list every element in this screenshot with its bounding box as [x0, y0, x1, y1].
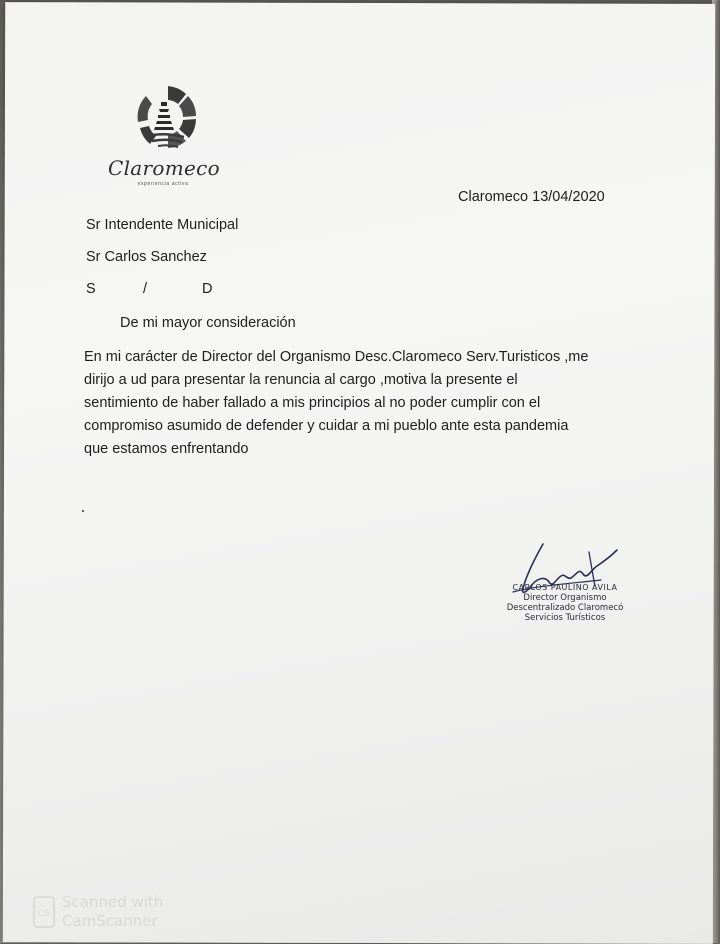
recipient-title: Sr Intendente Municipal [86, 217, 239, 233]
recipient-name: Sr Carlos Sanchez [86, 249, 207, 265]
logo-tagline: experiencia activa [137, 181, 189, 187]
body-line: dirijo a ud para presentar la renuncia al cargo ,motiva la presente el [84, 372, 518, 388]
su-despacho-slash: / [143, 281, 148, 297]
svg-text:CS: CS [38, 909, 50, 919]
greeting: De mi mayor consideración [120, 315, 296, 331]
su-despacho-s: S [86, 281, 96, 297]
stray-dot [82, 510, 84, 512]
watermark-line: CamScanner [62, 912, 158, 930]
letterhead-logo [108, 82, 218, 194]
body-line: que estamos enfrentando [84, 441, 249, 457]
body-line: sentimiento de haber fallado a mis principios al no poder cumplir con el [84, 395, 541, 411]
letter-body [84, 346, 644, 461]
stamp-name: CARLOS PAULINO AVILA [512, 583, 618, 592]
camscanner-logo-icon [32, 895, 56, 929]
scanner-watermark [62, 893, 163, 931]
stamp-line: Director Organismo [523, 593, 607, 603]
body-line: compromiso asumido de defender y cuidar a mi pueblo ante esta pandemia [84, 418, 569, 434]
official-stamp [495, 583, 635, 623]
logo-wordmark: Claromeco [108, 156, 220, 180]
stamp-line: Descentralizado Claromecó [506, 603, 624, 613]
su-despacho-d: D [202, 281, 213, 297]
lighthouse-sun-icon [128, 82, 204, 156]
stamp-line: Servicios Turísticos [524, 613, 606, 623]
watermark-line: Scanned with [62, 893, 164, 911]
letter-date: Claromeco 13/04/2020 [458, 189, 605, 205]
body-line: En mi carácter de Director del Organismo Desc.Claromeco Serv.Turisticos ,me [84, 349, 589, 365]
